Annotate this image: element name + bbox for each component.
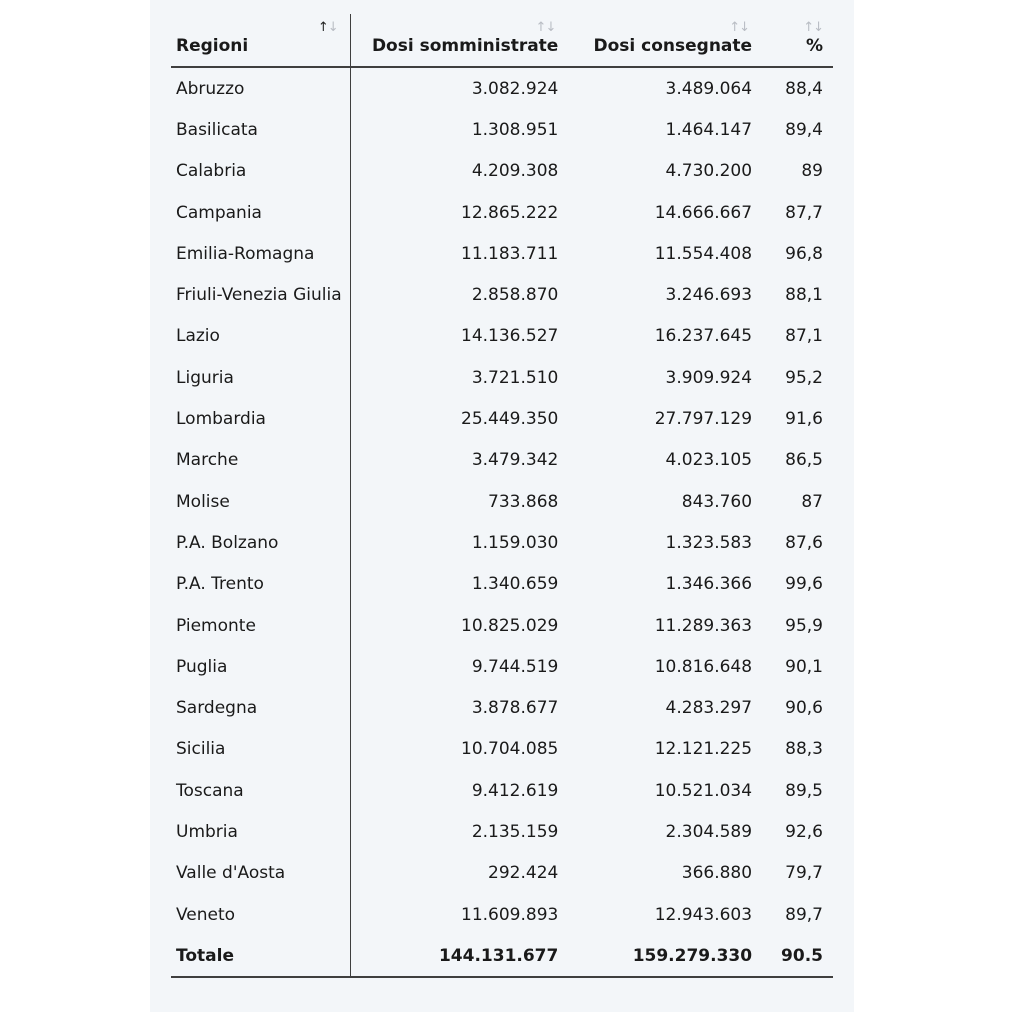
delivered-cell: 366.880 bbox=[681, 863, 753, 884]
total-delivered: 159.279.330 bbox=[565, 935, 759, 977]
region-cell: Basilicata bbox=[171, 109, 350, 150]
administered-cell: 2.858.870 bbox=[471, 285, 559, 306]
delivered-cell: 2.304.589 bbox=[665, 821, 753, 842]
table-row bbox=[171, 233, 833, 274]
region-cell: P.A. Trento bbox=[171, 564, 350, 605]
column-header-percent[interactable] bbox=[759, 14, 833, 67]
column-header-label: Dosi somministrate bbox=[371, 36, 559, 56]
delivered-cell: 4.283.297 bbox=[665, 698, 753, 719]
table-footer bbox=[171, 935, 833, 977]
delivered-cell: 11.289.363 bbox=[654, 615, 753, 636]
delivered-cell: 1.323.583 bbox=[665, 532, 753, 553]
table-row bbox=[171, 67, 833, 109]
table-row bbox=[171, 192, 833, 233]
percent-cell: 99,6 bbox=[785, 574, 823, 595]
region-cell: Sardegna bbox=[171, 687, 350, 728]
administered-cell: 3.721.510 bbox=[471, 367, 559, 388]
column-header-delivered[interactable] bbox=[565, 14, 759, 67]
percent-cell: 90,6 bbox=[785, 698, 823, 719]
delivered-cell: 843.760 bbox=[681, 491, 753, 512]
percent-cell: 88,4 bbox=[785, 78, 823, 99]
table-row bbox=[171, 605, 833, 646]
region-cell: Molise bbox=[171, 481, 350, 522]
administered-cell: 10.825.029 bbox=[461, 615, 559, 636]
table-body bbox=[171, 67, 833, 935]
table-row bbox=[171, 770, 833, 811]
percent-cell: 88,3 bbox=[785, 739, 823, 760]
table-row bbox=[171, 151, 833, 192]
administered-cell: 292.424 bbox=[488, 863, 559, 884]
delivered-cell: 27.797.129 bbox=[654, 409, 753, 430]
region-cell: Liguria bbox=[171, 357, 350, 398]
delivered-cell: 10.816.648 bbox=[654, 656, 753, 677]
percent-cell: 95,9 bbox=[785, 615, 823, 636]
percent-cell: 87 bbox=[801, 491, 823, 512]
table-row bbox=[171, 109, 833, 150]
administered-cell: 11.183.711 bbox=[461, 243, 559, 264]
percent-cell: 96,8 bbox=[785, 243, 823, 264]
region-cell: Toscana bbox=[171, 770, 350, 811]
column-header-region[interactable] bbox=[171, 14, 350, 67]
region-cell: Friuli-Venezia Giulia bbox=[171, 274, 350, 315]
table-row bbox=[171, 357, 833, 398]
table-row bbox=[171, 522, 833, 563]
percent-cell: 87,6 bbox=[785, 532, 823, 553]
percent-cell: 92,6 bbox=[785, 821, 823, 842]
vaccine-doses-table bbox=[171, 14, 833, 978]
percent-cell: 95,2 bbox=[785, 367, 823, 388]
region-cell: Campania bbox=[171, 192, 350, 233]
delivered-cell: 1.464.147 bbox=[665, 119, 753, 140]
percent-cell: 89,4 bbox=[785, 119, 823, 140]
administered-cell: 9.744.519 bbox=[471, 656, 559, 677]
column-header-label: % bbox=[805, 36, 823, 56]
delivered-cell: 1.346.366 bbox=[665, 574, 753, 595]
table-row bbox=[171, 729, 833, 770]
delivered-cell: 10.521.034 bbox=[654, 780, 753, 801]
region-cell: P.A. Bolzano bbox=[171, 522, 350, 563]
administered-cell: 3.082.924 bbox=[471, 78, 559, 99]
administered-cell: 9.412.619 bbox=[471, 780, 559, 801]
table-row bbox=[171, 274, 833, 315]
table-row bbox=[171, 894, 833, 935]
table-row bbox=[171, 811, 833, 852]
table-row bbox=[171, 853, 833, 894]
region-cell: Veneto bbox=[171, 894, 350, 935]
administered-cell: 733.868 bbox=[488, 491, 559, 512]
delivered-cell: 12.121.225 bbox=[654, 739, 753, 760]
administered-cell: 1.308.951 bbox=[471, 119, 559, 140]
percent-cell: 89,5 bbox=[785, 780, 823, 801]
administered-cell: 11.609.893 bbox=[461, 904, 559, 925]
sort-arrows-icon[interactable]: ↑↓ bbox=[803, 20, 823, 35]
sort-arrows-icon[interactable]: ↑↓ bbox=[535, 20, 556, 35]
table-row bbox=[171, 316, 833, 357]
table-row bbox=[171, 398, 833, 439]
table-row bbox=[171, 646, 833, 687]
table-row bbox=[171, 687, 833, 728]
delivered-cell: 14.666.667 bbox=[654, 202, 753, 223]
administered-cell: 12.865.222 bbox=[461, 202, 559, 223]
total-administered: 144.131.677 bbox=[350, 935, 565, 977]
region-cell: Emilia-Romagna bbox=[171, 233, 350, 274]
total-label: Totale bbox=[171, 935, 350, 977]
region-cell: Umbria bbox=[171, 811, 350, 852]
sort-arrows-icon[interactable]: ↑↓ bbox=[729, 20, 750, 35]
region-cell: Marche bbox=[171, 440, 350, 481]
administered-cell: 3.479.342 bbox=[471, 450, 559, 471]
administered-cell: 14.136.527 bbox=[461, 326, 559, 347]
percent-cell: 89 bbox=[801, 161, 823, 182]
delivered-cell: 3.246.693 bbox=[665, 285, 753, 306]
header-row bbox=[171, 14, 833, 67]
administered-cell: 25.449.350 bbox=[461, 409, 559, 430]
region-cell: Puglia bbox=[171, 646, 350, 687]
column-header-label: Regioni bbox=[176, 36, 249, 56]
delivered-cell: 11.554.408 bbox=[654, 243, 753, 264]
region-cell: Piemonte bbox=[171, 605, 350, 646]
percent-cell: 89,7 bbox=[785, 904, 823, 925]
percent-cell: 91,6 bbox=[785, 409, 823, 430]
table-row bbox=[171, 481, 833, 522]
administered-cell: 10.704.085 bbox=[461, 739, 559, 760]
total-percent: 90.5 bbox=[759, 935, 833, 977]
delivered-cell: 3.909.924 bbox=[665, 367, 753, 388]
delivered-cell: 3.489.064 bbox=[665, 78, 753, 99]
region-cell: Abruzzo bbox=[171, 67, 350, 109]
region-cell: Calabria bbox=[171, 151, 350, 192]
percent-cell: 90,1 bbox=[785, 656, 823, 677]
administered-cell: 2.135.159 bbox=[471, 821, 559, 842]
percent-cell: 87,7 bbox=[785, 202, 823, 223]
column-header-label: Dosi consegnate bbox=[593, 36, 753, 56]
region-cell: Lombardia bbox=[171, 398, 350, 439]
percent-cell: 87,1 bbox=[785, 326, 823, 347]
region-cell: Sicilia bbox=[171, 729, 350, 770]
total-row bbox=[171, 935, 833, 977]
column-header-administered[interactable] bbox=[350, 14, 565, 67]
percent-cell: 88,1 bbox=[785, 285, 823, 306]
delivered-cell: 16.237.645 bbox=[654, 326, 753, 347]
delivered-cell: 12.943.603 bbox=[654, 904, 753, 925]
administered-cell: 1.159.030 bbox=[471, 532, 559, 553]
table-row bbox=[171, 440, 833, 481]
percent-cell: 86,5 bbox=[785, 450, 823, 471]
administered-cell: 4.209.308 bbox=[471, 161, 559, 182]
delivered-cell: 4.730.200 bbox=[665, 161, 753, 182]
administered-cell: 1.340.659 bbox=[471, 574, 559, 595]
delivered-cell: 4.023.105 bbox=[665, 450, 753, 471]
table-row bbox=[171, 564, 833, 605]
percent-cell: 79,7 bbox=[785, 863, 823, 884]
region-cell: Valle d'Aosta bbox=[171, 853, 350, 894]
sort-arrows-icon[interactable]: ↑↓ bbox=[317, 20, 338, 35]
region-cell: Lazio bbox=[171, 316, 350, 357]
table-header bbox=[171, 14, 833, 67]
administered-cell: 3.878.677 bbox=[471, 698, 559, 719]
